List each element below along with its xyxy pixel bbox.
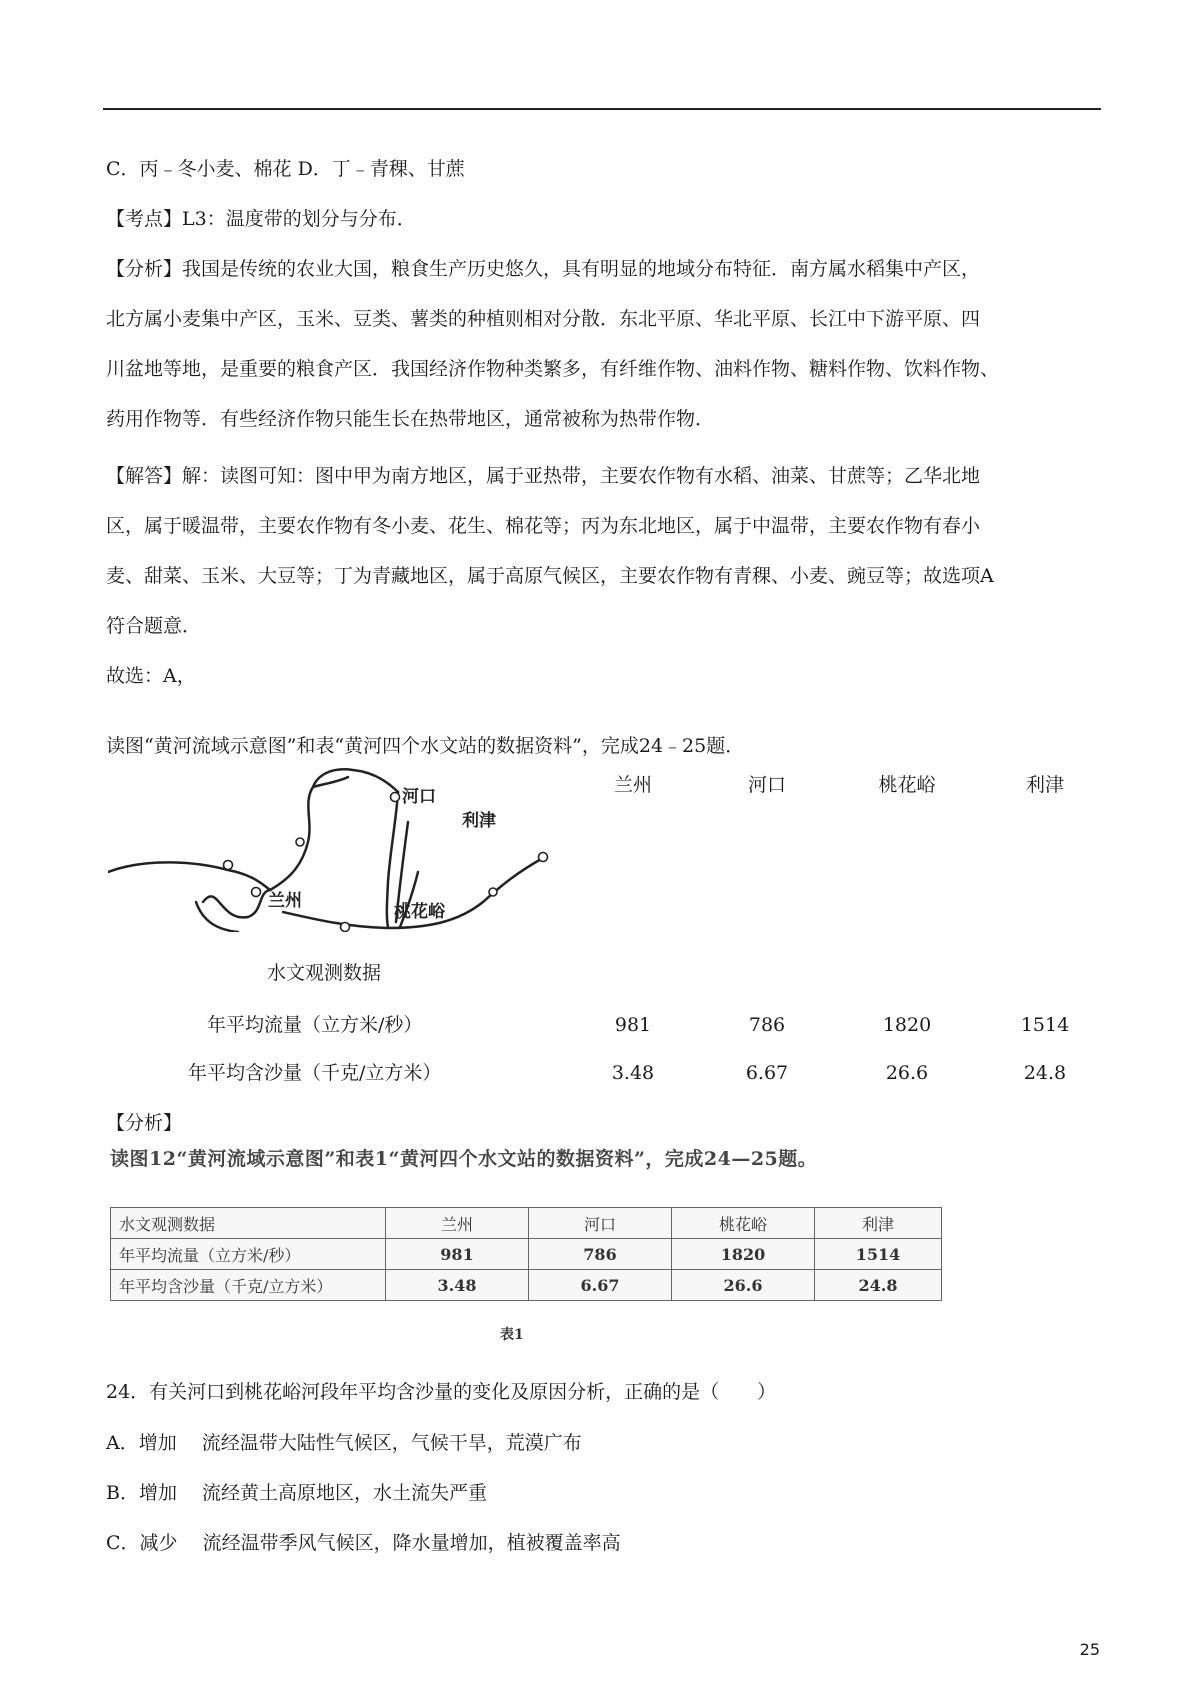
scan-title: 读图12“黄河流域示意图”和表1“黄河四个水文站的数据资料”，完成24—25题。 [110,1148,818,1170]
kaodian-line: 【考点】L3：温度带的划分与分布． [106,208,416,230]
analysis-paragraph: 川盆地等地，是重要的粮食产区．我国经济作物种类繁多，有纤维作物、油料作物、糖料作物、饮料作物、 [106,358,1000,380]
table-row [111,1208,942,1239]
option-c-d-line: C．丙﹣冬小麦、棉花 D．丁﹣青稞、甘蔗 [106,158,465,180]
scan-table-cell: 1820 [672,1239,815,1270]
station-marker [224,861,233,870]
scan-table-cell: 1514 [815,1239,942,1270]
scan-table-header: 桃花峪 [672,1208,815,1239]
scan-table-header: 利津 [815,1208,942,1239]
table-cell: 24.8 [1023,1062,1067,1084]
scan-table-cell: 786 [529,1239,672,1270]
table-cell: 1820 [882,1014,932,1036]
scan-row-label: 年平均含沙量（千克/立方米） [111,1270,386,1301]
table-cell: 6.67 [745,1062,789,1084]
scan-table-header: 兰州 [386,1208,529,1239]
station-marker [489,888,497,896]
taohuayu-station-marker [341,923,350,932]
table-header-lijin: 利津 [1025,774,1064,796]
hekou-station-marker [391,793,400,802]
station-marker [296,838,304,846]
choice-line: 故选：A， [106,665,196,687]
table-header-lanzhou: 兰州 [613,774,652,796]
scan-table-cell: 26.6 [672,1270,815,1301]
lanzhou-station-marker [252,888,261,897]
table-cell: 786 [748,1014,786,1036]
scan-table-corner: 水文观测数据 [111,1208,386,1239]
map-label-lijin: 利津 [462,811,496,831]
table-cell: 26.6 [885,1062,929,1084]
table-row-label-sediment: 年平均含沙量（千克/立方米） [188,1062,442,1084]
header-rule [103,108,1101,110]
map-label-lanzhou: 兰州 [268,891,302,911]
lijin-station-marker [539,853,548,862]
answer-paragraph: 符合题意． [106,615,202,637]
yellow-river-map [108,762,558,932]
map-label-hekou: 河口 [402,787,436,807]
answer-paragraph: 麦、甜菜、玉米、大豆等；丁为青藏地区，属于高原气候区，主要农作物有青稞、小麦、豌豆等；故选项A [106,565,994,587]
analysis-paragraph: 北方属小麦集中产区，玉米、豆类、薯类的种植则相对分散．东北平原、华北平原、长江中下游平原、四 [106,308,981,330]
scan-table-caption: 表1 [500,1327,524,1343]
scan-table-cell: 981 [386,1239,529,1270]
table-row [111,1270,942,1301]
scan-data-table [110,1207,942,1301]
analysis-paragraph: 药用作物等．有些经济作物只能生长在热带地区，通常被称为热带作物． [106,408,715,430]
question-stem: 24．有关河口到桃花峪河段年平均含沙量的变化及原因分析，正确的是（ ） [106,1381,777,1403]
table-cell: 3.48 [611,1062,655,1084]
page-number: 25 [1079,1640,1100,1659]
table-header-hekou: 河口 [747,774,786,796]
map-label-taohuayu: 桃花峪 [394,902,445,922]
table-cell: 981 [614,1014,652,1036]
table-row [111,1239,942,1270]
table-header-taohuayu: 桃花峪 [878,774,936,796]
scan-table-cell: 24.8 [815,1270,942,1301]
option-c: C．减少 流经温带季风气候区，降水量增加，植被覆盖率高 [106,1532,621,1554]
option-a: A．增加 流经温带大陆性气候区，气候干旱，荒漠广布 [106,1432,582,1454]
option-b: B．增加 流经黄土高原地区，水土流失严重 [106,1482,488,1504]
table-row-label-flow: 年平均流量（立方米/秒） [207,1014,423,1036]
scan-row-label: 年平均流量（立方米/秒） [111,1239,386,1270]
analysis-paragraph: 【分析】我国是传统的农业大国，粮食生产历史悠久，具有明显的地域分布特征．南方属水稻集中产区， [106,258,981,280]
scan-table-cell: 6.67 [529,1270,672,1301]
analysis-label: 【分析】 [106,1112,183,1134]
table-cell: 1514 [1020,1014,1070,1036]
answer-paragraph: 【解答】解：读图可知：图中甲为南方地区，属于亚热带，主要农作物有水稻、油菜、甘蔗等；乙华北地 [106,465,981,487]
question-intro: 读图“黄河流域示意图”和表“黄河四个水文站的数据资料”，完成24﹣25题． [106,735,745,757]
table-corner-label: 水文观测数据 [267,962,382,984]
scan-table-cell: 3.48 [386,1270,529,1301]
answer-paragraph: 区，属于暖温带，主要农作物有冬小麦、花生、棉花等；丙为东北地区，属于中温带，主要农作物有春小 [106,515,981,537]
scan-table-header: 河口 [529,1208,672,1239]
